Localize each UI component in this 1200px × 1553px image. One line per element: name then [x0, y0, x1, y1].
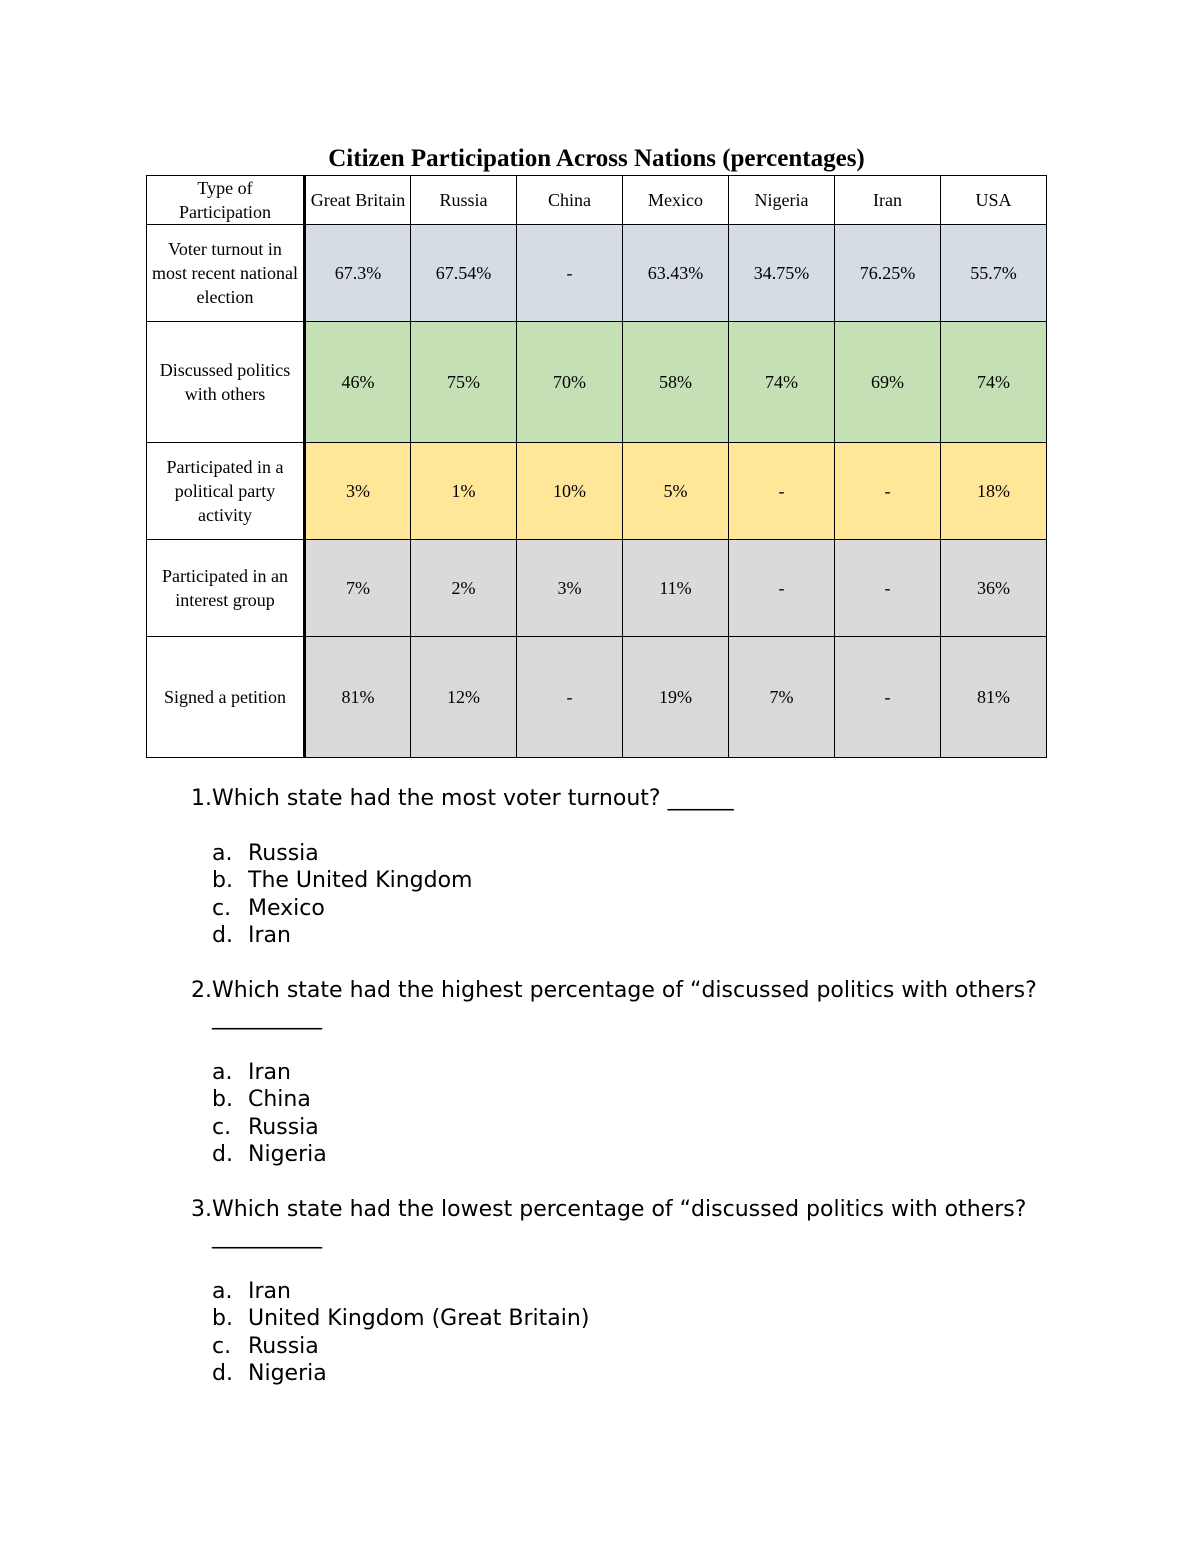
row-signed-petition: [147, 637, 1047, 758]
option-a[interactable]: [212, 1059, 1050, 1087]
option-a[interactable]: [212, 1278, 1050, 1306]
table-title: Citizen Participation Across Nations (percentages): [328, 145, 865, 172]
option-text: Iran: [248, 923, 291, 948]
option-text: Russia: [248, 1333, 319, 1359]
option-letter: a.: [212, 1059, 233, 1085]
table-cell: 63.43%: [623, 225, 729, 322]
question-list: [170, 785, 1050, 1415]
table-cell: 5%: [623, 443, 729, 540]
question-2: [170, 977, 1050, 1169]
option-text: The United Kingdom: [248, 868, 473, 893]
option-letter: d.: [212, 1361, 233, 1386]
option-list: [212, 840, 1050, 950]
table-cell: -: [835, 637, 941, 758]
question-number: 1.: [191, 786, 212, 811]
table-cell: 81%: [941, 637, 1047, 758]
option-text: Mexico: [248, 895, 325, 921]
option-b[interactable]: [212, 1086, 1050, 1114]
header-nigeria: Nigeria: [729, 176, 835, 225]
question-text: Which state had the most voter turnout? ______: [212, 786, 734, 811]
header-mexico: Mexico: [623, 176, 729, 225]
question-number: 3.: [191, 1196, 212, 1222]
table-cell: -: [729, 540, 835, 637]
table-cell: -: [517, 225, 623, 322]
option-letter: b.: [212, 868, 233, 893]
option-text: Iran: [248, 1059, 291, 1085]
option-b[interactable]: [212, 867, 1050, 895]
option-letter: c.: [212, 1114, 232, 1140]
option-d[interactable]: [212, 922, 1050, 950]
table-cell: 58%: [623, 322, 729, 443]
option-text: Russia: [248, 1114, 319, 1140]
table-cell: -: [835, 443, 941, 540]
table-cell: 7%: [305, 540, 411, 637]
option-b[interactable]: [212, 1305, 1050, 1333]
option-letter: a.: [212, 1278, 233, 1304]
table-cell: 1%: [411, 443, 517, 540]
table-cell: 11%: [623, 540, 729, 637]
row-party-activity: [147, 443, 1047, 540]
table-cell: 75%: [411, 322, 517, 443]
table-cell: -: [835, 540, 941, 637]
table-cell: 34.75%: [729, 225, 835, 322]
table-cell: 67.54%: [411, 225, 517, 322]
table-cell: 7%: [729, 637, 835, 758]
option-text: Russia: [248, 840, 319, 866]
table-cell: 69%: [835, 322, 941, 443]
question-text: Which state had the lowest percentage of “discussed politics with others? __________: [212, 1196, 1027, 1249]
table-header-row: [147, 176, 1047, 225]
option-letter: d.: [212, 923, 233, 948]
table-cell: 2%: [411, 540, 517, 637]
option-text: Iran: [248, 1278, 291, 1304]
header-great-britain: Great Britain: [305, 176, 411, 225]
option-letter: d.: [212, 1142, 233, 1167]
row-label: Participated in an interest group: [147, 540, 305, 637]
table-cell: 46%: [305, 322, 411, 443]
table-cell: 18%: [941, 443, 1047, 540]
option-letter: b.: [212, 1306, 233, 1331]
option-text: China: [248, 1087, 311, 1112]
row-voter-turnout: [147, 225, 1047, 322]
table-cell: 55.7%: [941, 225, 1047, 322]
table-cell: -: [729, 443, 835, 540]
table-cell: 19%: [623, 637, 729, 758]
row-label: Discussed politics with others: [147, 322, 305, 443]
header-usa: USA: [941, 176, 1047, 225]
table-cell: 12%: [411, 637, 517, 758]
table-cell: 81%: [305, 637, 411, 758]
table-cell: 76.25%: [835, 225, 941, 322]
question-text: Which state had the highest percentage of “discussed politics with others? __________: [212, 977, 1037, 1030]
table-cell: 67.3%: [305, 225, 411, 322]
row-label: Participated in a political party activity: [147, 443, 305, 540]
table-cell: 74%: [941, 322, 1047, 443]
option-list: [212, 1278, 1050, 1388]
table-cell: 3%: [305, 443, 411, 540]
option-text: Nigeria: [248, 1361, 327, 1386]
row-label: Voter turnout in most recent national election: [147, 225, 305, 322]
row-label: Signed a petition: [147, 637, 305, 758]
option-d[interactable]: [212, 1360, 1050, 1388]
row-discussed-politics: [147, 322, 1047, 443]
question-number: 2.: [191, 977, 212, 1003]
option-list: [212, 1059, 1050, 1169]
table-cell: 3%: [517, 540, 623, 637]
table-cell: 74%: [729, 322, 835, 443]
question-3: [170, 1196, 1050, 1388]
header-russia: Russia: [411, 176, 517, 225]
table-cell: -: [517, 637, 623, 758]
row-interest-group: [147, 540, 1047, 637]
table-cell: 36%: [941, 540, 1047, 637]
option-c[interactable]: [212, 1114, 1050, 1142]
question-1: [170, 785, 1050, 950]
option-c[interactable]: [212, 1333, 1050, 1361]
header-iran: Iran: [835, 176, 941, 225]
option-a[interactable]: [212, 840, 1050, 868]
option-letter: c.: [212, 895, 232, 921]
option-letter: a.: [212, 840, 233, 866]
header-china: China: [517, 176, 623, 225]
table-cell: 10%: [517, 443, 623, 540]
option-text: United Kingdom (Great Britain): [248, 1306, 590, 1331]
option-letter: b.: [212, 1087, 233, 1112]
header-type-of-participation: Type of Participation: [147, 176, 305, 225]
table-cell: 70%: [517, 322, 623, 443]
participation-table: [146, 175, 1047, 758]
option-d[interactable]: [212, 1141, 1050, 1169]
option-letter: c.: [212, 1333, 232, 1359]
option-c[interactable]: [212, 895, 1050, 923]
option-text: Nigeria: [248, 1142, 327, 1167]
